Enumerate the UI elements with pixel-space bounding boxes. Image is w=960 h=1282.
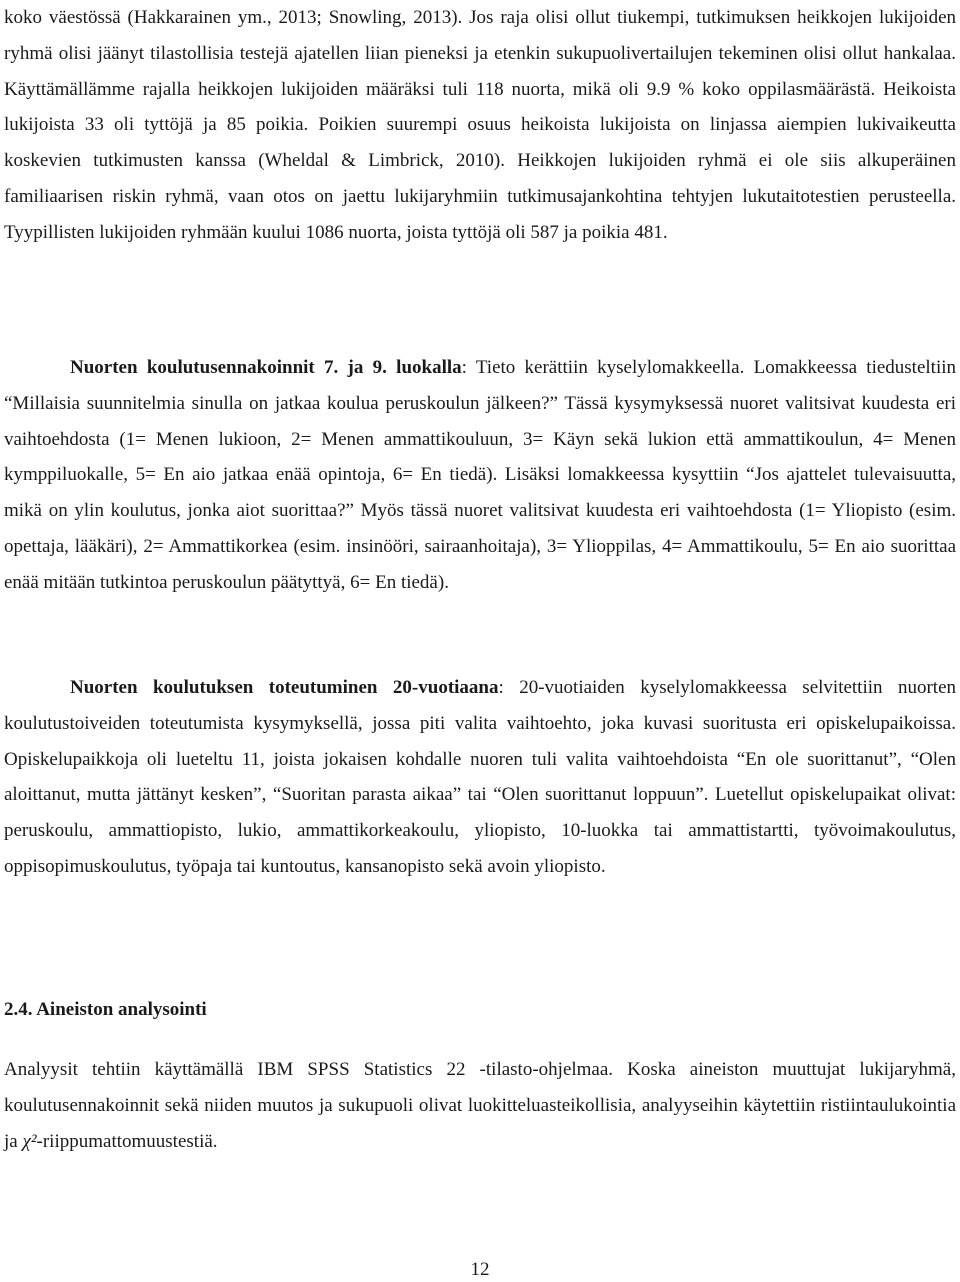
paragraph-heading-expectations: Nuorten koulutusennakoinnit 7. ja 9. luokalla xyxy=(70,357,462,378)
page-number: 12 xyxy=(470,1259,490,1280)
paragraph-analysis xyxy=(4,1052,956,1159)
paragraph-education-expectations xyxy=(4,350,956,601)
paragraph-heading-realization: Nuorten koulutuksen toteutuminen 20-vuotiaana xyxy=(70,677,499,698)
paragraph-sample-description: koko väestössä (Hakkarainen ym., 2013; Snowling, 2013). Jos raja olisi ollut tiukempi, tutkimuksen heikkojen lukijoiden ryhmä olisi jäänyt tilastollisia testejä ajatellen liian pieneksi ja etenkin sukupuolivertailujen tekeminen olisi ollut hankalaa. Käyttämällämme rajalla heikkojen lukijoiden määräksi tuli 118 nuorta, mikä oli 9.9 % koko oppilasmäärästä. Heikoista lukijoista 33 oli tyttöjä ja 85 poikia. Poikien suurempi osuus heikoista lukijoista on linjassa aiempien lukivaikeutta koskevien tutkimusten kanssa (Wheldal & Limbrick, 2010). Heikkojen lukijoiden ryhmä ei ole siis alkuperäinen familiaarisen riskin ryhmä, vaan otos on jaettu lukijaryhmiin tutkimusajankohtina tehtyjen lukutaitotestien perusteella. Tyypillisten lukijoiden ryhmään kuului 1086 nuorta, joista tyttöjä oli 587 ja poikia 481. xyxy=(4,7,956,243)
chi-square-symbol: χ² xyxy=(22,1130,37,1152)
paragraph-analysis-end: -riippumattomuustestiä. xyxy=(36,1130,218,1152)
paragraph-analysis-main: Analyysit tehtiin käyttämällä IBM SPSS Statistics 22 -tilasto-ohjelmaa. Koska aineiston muuttujat lukijaryhmä, koulutusennakoinnit sekä niiden muutos ja sukupuoli olivat luokitteluasteikollisia, analyyseihin käytettiin ristiintaulukointia ja xyxy=(4,1059,956,1152)
section-heading: 2.4. Aineiston analysointi xyxy=(4,999,207,1020)
paragraph-body-expectations: : Tieto kerättiin kyselylomakkeella. Lomakkeessa tiedusteltiin “Millaisia suunnitelmia sinulla on jatkaa koulua peruskoulun jälkeen?” Tässä kysymyksessä nuoret valitsivat kuudesta eri vaihtoehdosta (1= Menen lukioon, 2= Menen ammattikouluun, 3= Käyn sekä lukion että ammattikoulun, 4= Menen kymppiluokalle, 5= En aio jatkaa enää opintoja, 6= En tiedä). Lisäksi lomakkeessa kysyttiin “Jos ajattelet tulevaisuutta, mikä on ylin koulutus, jonka aiot suorittaa?” Myös tässä nuoret valitsivat kuudesta eri vaihtoehdosta (1= Yliopisto (esim. opettaja, lääkäri), 2= Ammattikorkea (esim. insinööri, sairaanhoitaja), 3= Ylioppilas, 4= Ammattikoulu, 5= En aio suorittaa enää mitään tutkintoa peruskoulun päätyttyä, 6= En tiedä). xyxy=(4,357,957,593)
paragraph-education-realization xyxy=(4,670,956,885)
paragraph-body-realization: : 20-vuotiaiden kyselylomakkeessa selvitettiin nuorten koulutustoiveiden toteutumista kysymyksellä, jossa piti valita vaihtoehto, joka kuvasi suoritusta eri opiskelupaikoissa. Opiskelupaikkoja oli lueteltu 11, joista jokaisen kohdalle nuoren tuli valita vaihtoehdoista “En ole suorittanut”, “Olen aloittanut, mutta jättänyt kesken”, “Suoritan parasta aikaa” tai “Olen suorittanut loppuun”. Luetellut opiskelupaikat olivat: peruskoulu, ammattiopisto, lukio, ammattikorkeakoulu, yliopisto, 10-luokka tai ammattistartti, työvoimakoulutus, oppisopimuskoulutus, työpaja tai kuntoutus, kansanopisto sekä avoin yliopisto. xyxy=(4,677,957,877)
